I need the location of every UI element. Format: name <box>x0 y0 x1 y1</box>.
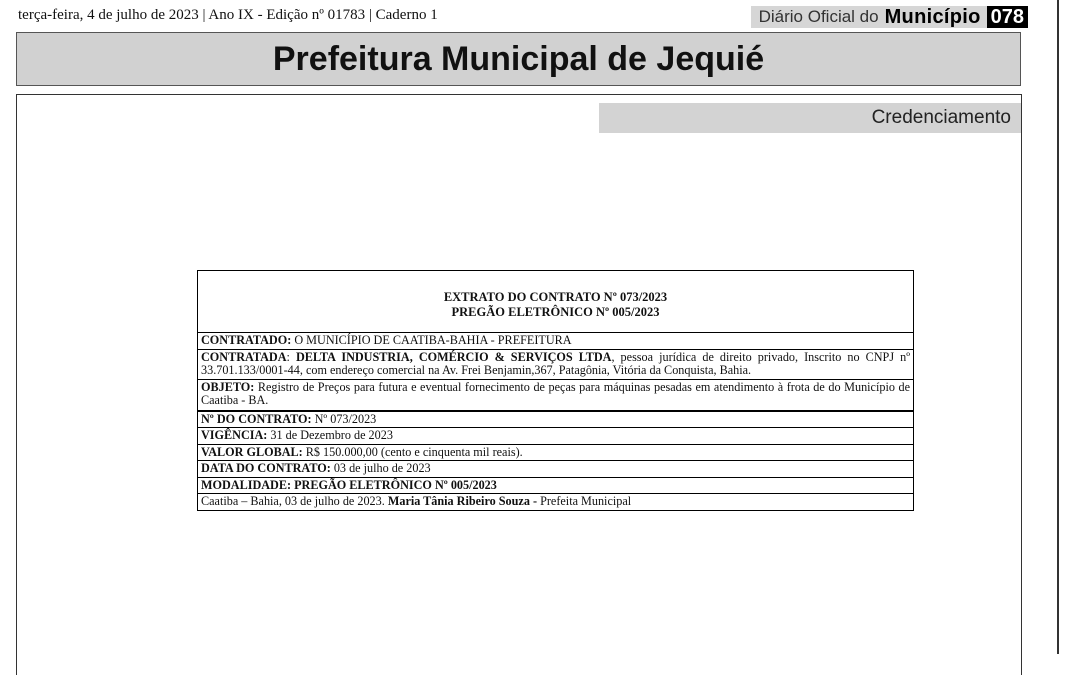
objeto-value: Registro de Preços para futura e eventual fornecimento de peças para máquinas pesadas em atendimento à frota de do Município de Caatiba - BA. <box>201 379 910 407</box>
vigencia-label: VIGÊNCIA: <box>201 428 268 442</box>
page-title: Prefeitura Municipal de Jequié <box>272 39 765 78</box>
valor-global-value: R$ 150.000,00 (cento e cinquenta mil reais). <box>302 444 523 459</box>
edition-date-line: terça-feira, 4 de julho de 2023 | Ano IX - Edição nº 01783 | Caderno 1 <box>18 7 438 23</box>
signature-role: Prefeita Municipal <box>537 494 632 508</box>
signature-place-date: Caatiba – Bahia, 03 de julho de 2023. <box>201 494 388 508</box>
contratada-value: , pessoa jurídica de direito privado, Inscrito no CNPJ nº 33.701.133/0001-44, com endereço comercial na Av. Frei Benjamin,367, Patagônia, Vitória da Conquista, Bahia. <box>201 349 910 377</box>
valor-global-label: VALOR GLOBAL: <box>201 444 303 459</box>
page-number-badge: 078 <box>987 6 1028 28</box>
extract-title-line-2: PREGÃO ELETRÔNICO Nº 005/2023 <box>451 304 660 319</box>
signature-row <box>198 493 913 510</box>
contratado-row <box>198 332 913 349</box>
extract-title-line-1: EXTRATO DO CONTRATO Nº 073/2023 <box>443 289 668 304</box>
gazette-brand-label <box>751 6 987 28</box>
numero-contrato-label: Nº DO CONTRATO: <box>201 411 312 426</box>
data-contrato-row <box>198 460 913 477</box>
title-banner <box>16 32 1021 86</box>
valor-global-row <box>198 444 913 461</box>
numero-contrato-value: Nº 073/2023 <box>311 411 377 426</box>
contratada-label: CONTRATADA <box>201 349 287 364</box>
brand-prefix: Diário Oficial do <box>758 7 879 26</box>
contratada-company: DELTA INDUSTRIA, COMÉRCIO & SERVIÇOS LTDA <box>295 349 612 364</box>
contratada-sep: : <box>286 349 296 364</box>
vigencia-row <box>198 427 913 444</box>
modalidade-row <box>198 477 913 494</box>
objeto-label: OBJETO: <box>201 379 255 394</box>
page-header <box>18 4 1028 30</box>
section-tab: Credenciamento <box>599 103 1021 133</box>
gazette-brand <box>751 4 1028 30</box>
data-contrato-label: DATA DO CONTRATO: <box>201 461 331 475</box>
vigencia-value: 31 de Dezembro de 2023 <box>267 428 393 442</box>
modalidade-text: MODALIDADE: PREGÃO ELETRÔNICO Nº 005/2023 <box>201 477 497 492</box>
contratada-row <box>198 349 913 379</box>
extract-heading <box>198 271 913 332</box>
numero-contrato-row <box>198 410 913 428</box>
contract-extract-box <box>197 270 914 511</box>
signature-name: Maria Tânia Ribeiro Souza - <box>387 494 538 508</box>
data-contrato-value: 03 de julho de 2023 <box>330 461 431 475</box>
objeto-row <box>198 379 913 410</box>
contratado-value: O MUNICÍPIO DE CAATIBA-BAHIA - PREFEITURA <box>291 333 572 347</box>
right-divider <box>1057 0 1059 654</box>
brand-municipio: Município <box>884 6 981 28</box>
contratado-label: CONTRATADO: <box>201 333 292 347</box>
